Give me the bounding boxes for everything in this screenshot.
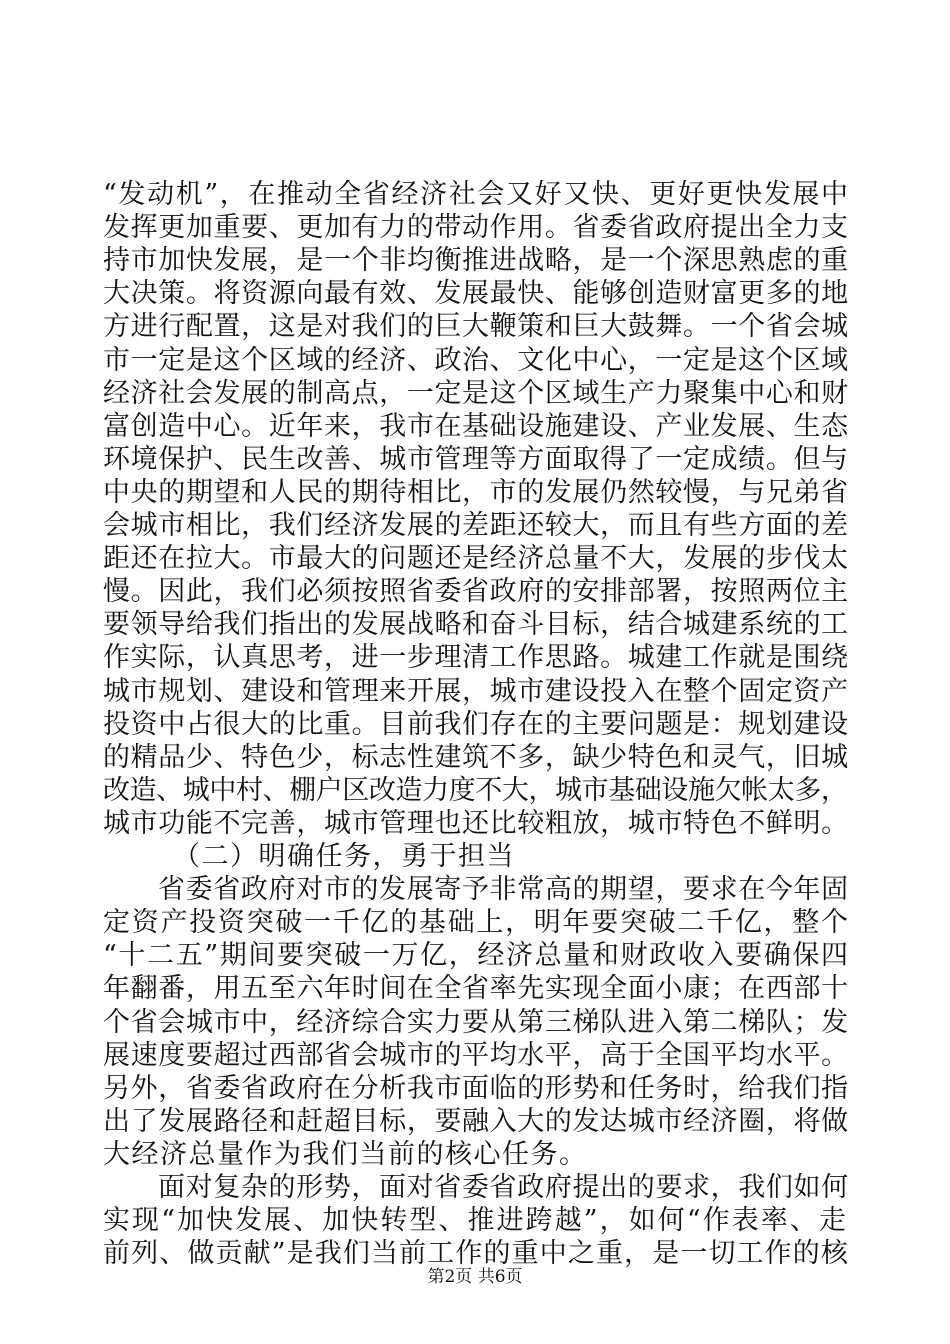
body-line: “发动机”，在推动全省经济社会又好又快、更好更快发展中 <box>103 179 850 210</box>
body-line: 定资产投资突破一千亿的基础上，明年要突破二千亿，整个 <box>103 907 850 939</box>
body-line: 个省会城市中，经济综合实力要从第三梯队进入第二梯队；发 <box>103 1006 849 1038</box>
body-line: 实现“加快发展、加快转型、推进跨越”，如何“作表率、走 <box>103 1205 849 1237</box>
body-line: 出了发展路径和赶超目标，要融入大的发达城市经济圈，将做 <box>103 1105 849 1137</box>
body-line: 另外，省委省政府在分析我市面临的形势和任务时，给我们指 <box>103 1072 849 1104</box>
section-heading: （二）明确任务，勇于担当 <box>173 841 515 872</box>
body-line: 展速度要超过西部省会城市的平均水平，高于全国平均水平。 <box>103 1039 849 1071</box>
body-line: 大决策。将资源向最有效、发展最快、能够创造财富更多的地 <box>103 278 849 310</box>
body-line: 慢。因此，我们必须按照省委省政府的安排部署，按照两位主 <box>103 576 849 608</box>
body-line: 距还在拉大。市最大的问题还是经济总量不大，发展的步伐太 <box>103 543 849 575</box>
body-line: 投资中占很大的比重。目前我们存在的主要问题是：规划建设 <box>103 708 849 740</box>
body-line: 持市加快发展，是一个非均衡推进战略，是一个深思熟虑的重 <box>103 245 849 277</box>
body-line: 发挥更加重要、更加有力的带动作用。省委省政府提出全力支 <box>103 212 849 244</box>
body-line: 会城市相比，我们经济发展的差距还较大，而且有些方面的差 <box>103 510 849 541</box>
body-line: 前列、做贡献”是我们当前工作的重中之重，是一切工作的核 <box>103 1238 850 1270</box>
body-line: 要领导给我们指出的发展战略和奋斗目标，结合城建系统的工 <box>103 609 849 641</box>
body-line: “十二五”期间要突破一万亿，经济总量和财政收入要确保四 <box>103 940 850 972</box>
page-number-footer: 第2页 共6页 <box>427 1267 523 1287</box>
body-line: 中央的期望和人民的期待相比，市的发展仍然较慢，与兄弟省 <box>103 476 849 508</box>
body-line: 年翻番，用五至六年时间在全省率先实现全面小康；在西部十 <box>103 973 849 1005</box>
body-line: 城市规划、建设和管理来开展，城市建设投入在整个固定资产 <box>103 675 849 707</box>
body-line: 面对复杂的形势，面对省委省政府提出的要求，我们如何 <box>158 1172 849 1203</box>
body-line: 的精品少、特色少，标志性建筑不多，缺少特色和灵气，旧城 <box>103 741 849 773</box>
body-line: 环境保护、民生改善、城市管理等方面取得了一定成绩。但与 <box>103 443 849 475</box>
body-line: 经济社会发展的制高点，一定是这个区域生产力聚集中心和财 <box>103 377 849 409</box>
body-line: 市一定是这个区域的经济、政治、文化中心，一定是这个区域 <box>103 344 849 376</box>
body-line: 富创造中心。近年来，我市在基础设施建设、产业发展、生态 <box>103 410 849 442</box>
body-line: 省委省政府对市的发展寄予非常高的期望，要求在今年固 <box>158 874 849 906</box>
body-line: 城市功能不完善，城市管理也还比较粗放，城市特色不鲜明。 <box>103 807 849 839</box>
body-line: 作实际，认真思考，进一步理清工作思路。城建工作就是围绕 <box>103 642 849 674</box>
body-line: 方进行配置，这是对我们的巨大鞭策和巨大鼓舞。一个省会城 <box>103 311 849 343</box>
body-line: 改造、城中村、棚户区改造力度不大，城市基础设施欠帐太多， <box>103 774 848 806</box>
body-line: 大经济总量作为我们当前的核心任务。 <box>103 1138 588 1170</box>
